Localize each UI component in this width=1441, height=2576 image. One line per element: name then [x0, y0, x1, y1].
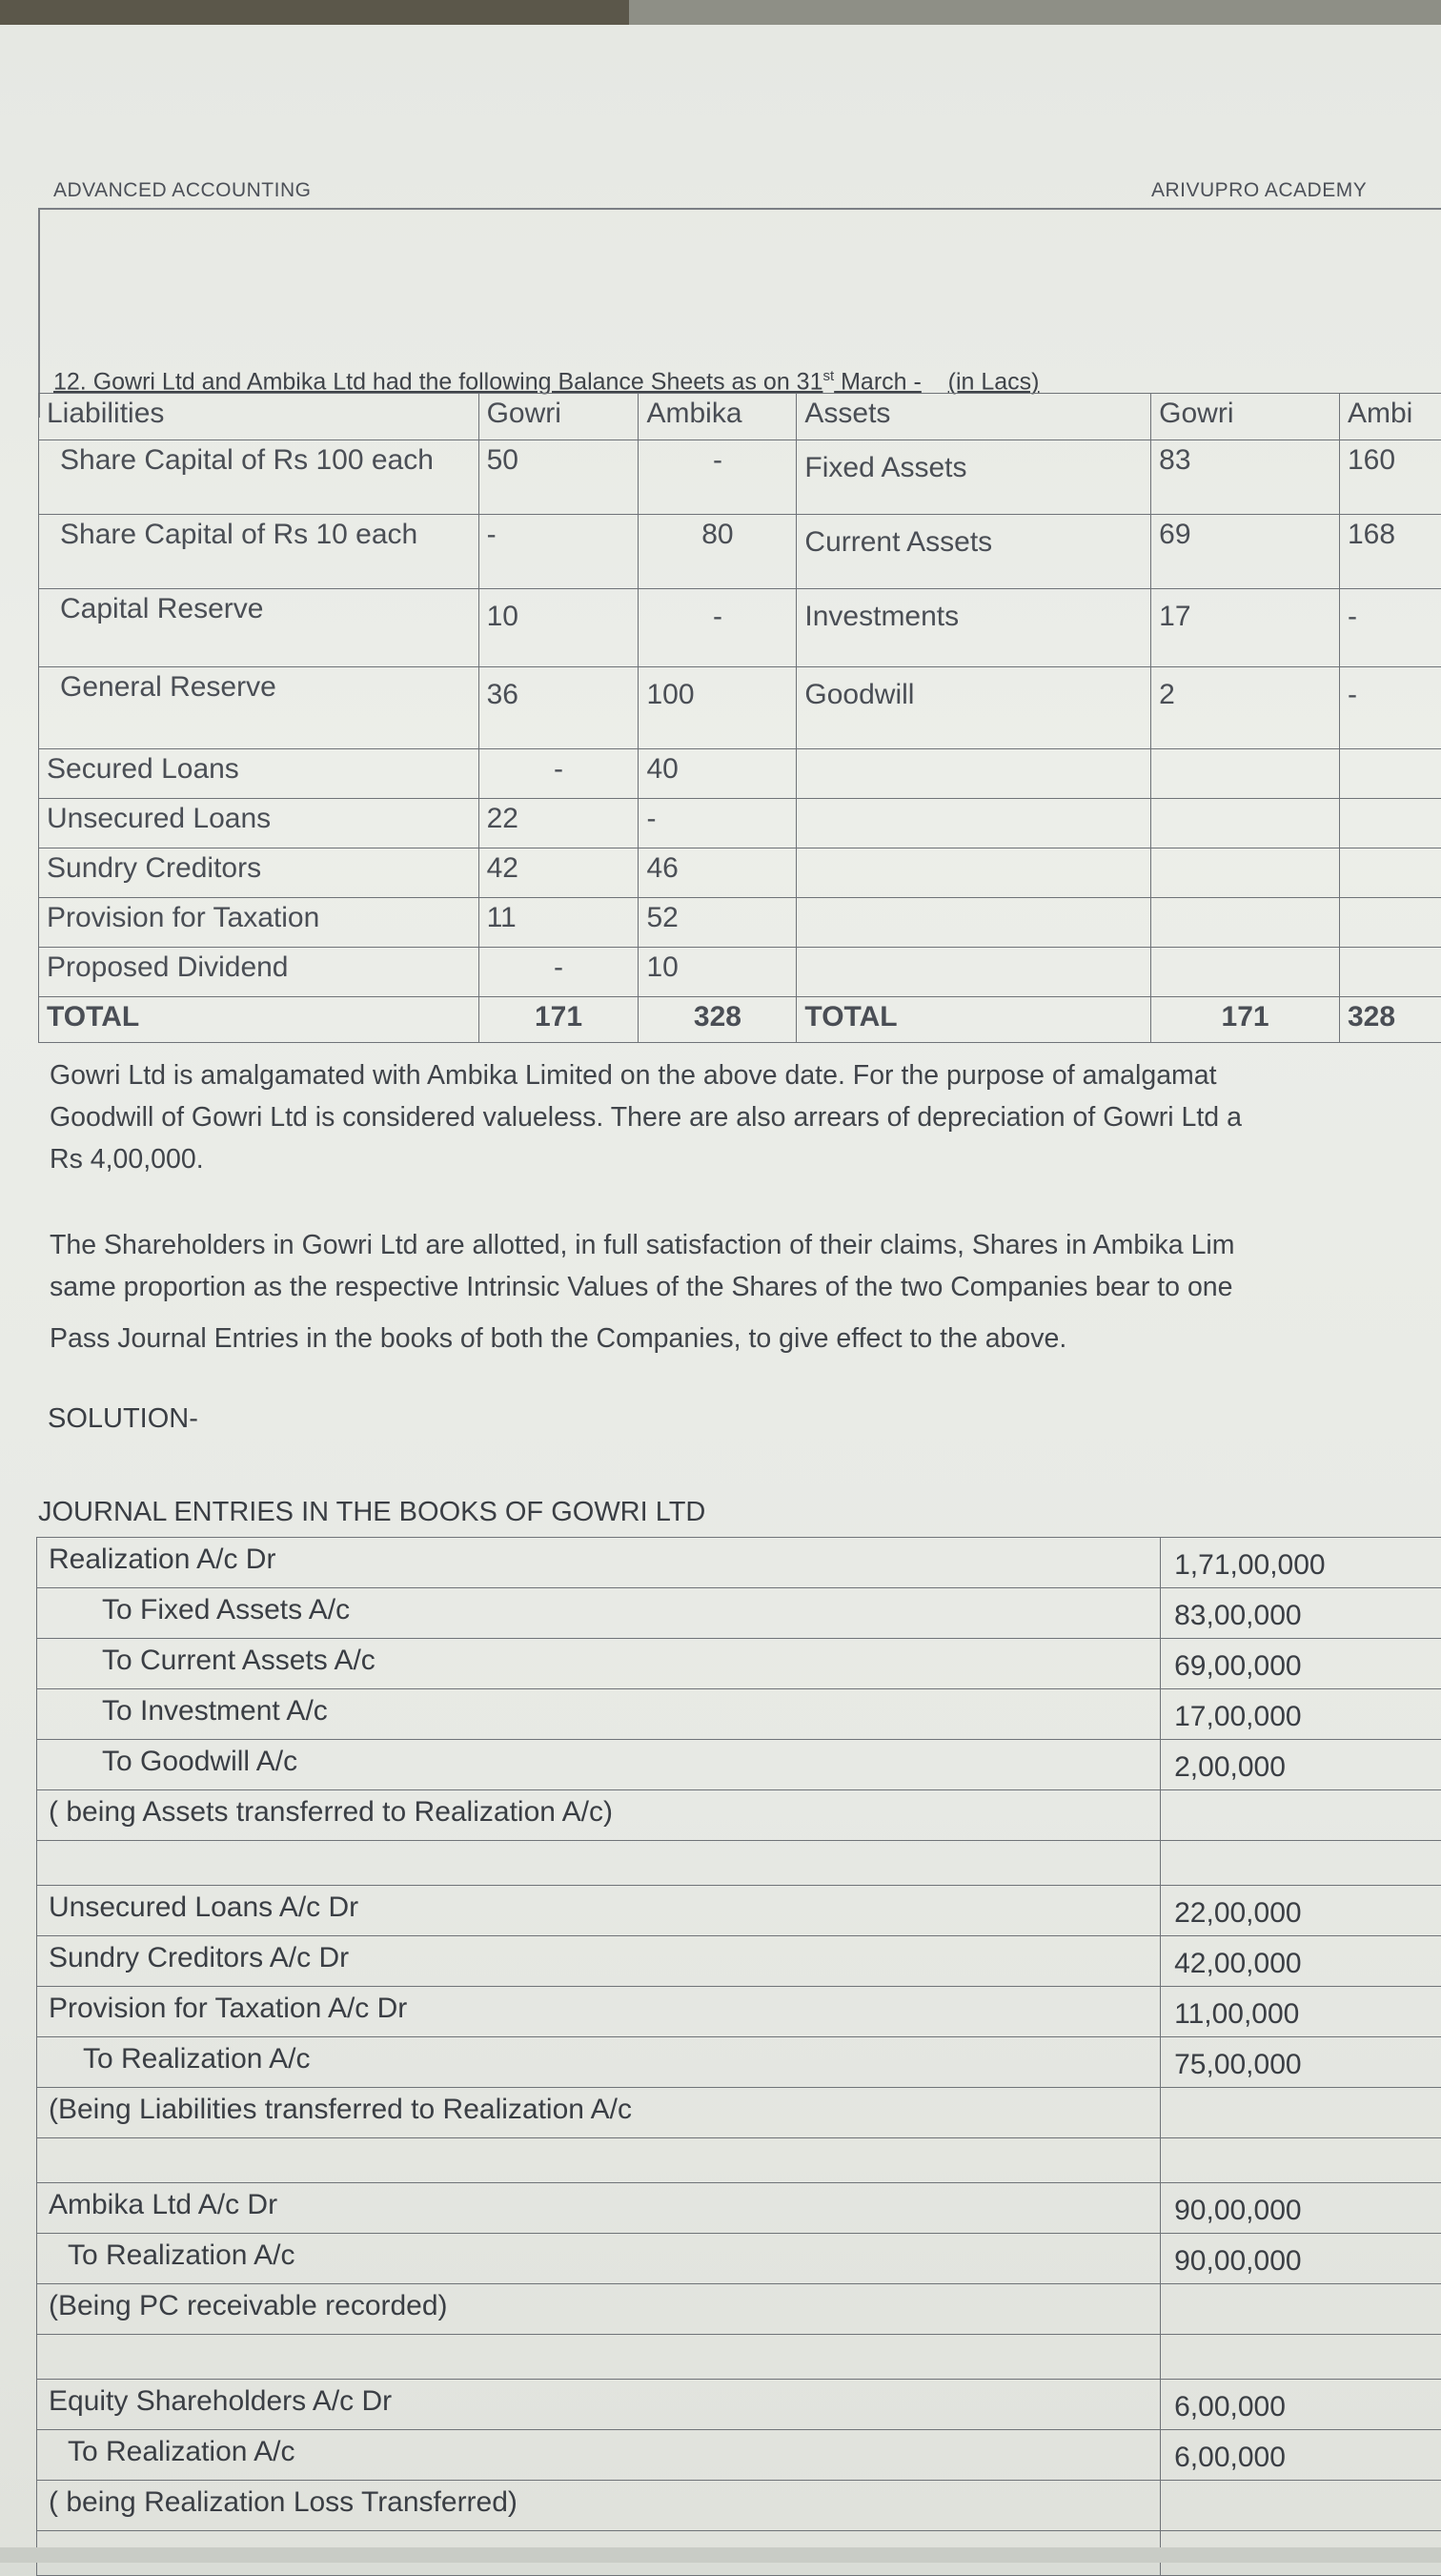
- journal-amount: 17,00,000: [1161, 1689, 1441, 1740]
- table-cell: -: [478, 749, 639, 799]
- journal-row: [37, 1936, 1441, 1987]
- table-cell: [1151, 898, 1340, 948]
- journal-row: [37, 1790, 1441, 1841]
- journal-particulars: Unsecured Loans A/c Dr: [37, 1886, 1161, 1936]
- table-total-row: [39, 997, 1441, 1043]
- journal-row: [37, 2088, 1441, 2138]
- solution-title: JOURNAL ENTRIES IN THE BOOKS OF GOWRI LTD: [38, 1497, 705, 1528]
- table-row: [39, 515, 1441, 589]
- journal-row: [37, 1639, 1441, 1689]
- table-cell: 22: [478, 799, 639, 848]
- table-cell: 11: [478, 898, 639, 948]
- question-text: 12. Gowri Ltd and Ambika Ltd had the following Balance Sheets as on 31: [53, 368, 822, 395]
- table-row: [39, 589, 1441, 667]
- table-cell: 69: [1151, 515, 1340, 589]
- col-header-gowri: Gowri: [478, 394, 639, 440]
- col-header-liabilities: Liabilities: [39, 394, 479, 440]
- journal-amount: 83,00,000: [1161, 1588, 1441, 1639]
- solution-label: SOLUTION-: [48, 1403, 198, 1435]
- table-cell: [1340, 799, 1441, 848]
- photo-top-edge-dark: [0, 0, 629, 25]
- journal-row: [37, 1886, 1441, 1936]
- journal-amount: 1,71,00,000: [1161, 1538, 1441, 1588]
- journal-particulars: To Investment A/c: [37, 1689, 1161, 1740]
- journal-amount: 69,00,000: [1161, 1639, 1441, 1689]
- paragraph-2: [50, 1224, 1235, 1308]
- journal-particulars: ( being Assets transferred to Realization A/c): [37, 1790, 1161, 1841]
- journal-amount: 22,00,000: [1161, 1886, 1441, 1936]
- page-bottom-edge: [0, 2547, 1441, 2563]
- journal-row: [37, 1538, 1441, 1588]
- journal-particulars: Provision for Taxation A/c Dr: [37, 1987, 1161, 2037]
- journal-particulars: Ambika Ltd A/c Dr: [37, 2183, 1161, 2234]
- table-cell: [1151, 749, 1340, 799]
- table-row: [39, 749, 1441, 799]
- total-ambika-assets: 328: [1340, 997, 1441, 1043]
- table-cell: Provision for Taxation: [39, 898, 479, 948]
- table-cell: [1340, 948, 1441, 997]
- journal-particulars: Realization A/c Dr: [37, 1538, 1161, 1588]
- table-cell: Current Assets: [797, 515, 1151, 589]
- journal-amount: 42,00,000: [1161, 1936, 1441, 1987]
- table-cell: [1151, 799, 1340, 848]
- table-cell: Share Capital of Rs 100 each: [39, 440, 479, 515]
- table-cell: [1151, 848, 1340, 898]
- table-row: [39, 848, 1441, 898]
- journal-particulars: Sundry Creditors A/c Dr: [37, 1936, 1161, 1987]
- table-cell: -: [478, 515, 639, 589]
- journal-blank-row: [37, 2138, 1441, 2183]
- table-cell: [797, 848, 1151, 898]
- journal-amount: 6,00,000: [1161, 2430, 1441, 2481]
- total-gowri: 171: [478, 997, 639, 1043]
- table-cell: 42: [478, 848, 639, 898]
- table-cell: [1340, 898, 1441, 948]
- journal-row: [37, 2037, 1441, 2088]
- table-cell: [797, 749, 1151, 799]
- paragraph-line: The Shareholders in Gowri Ltd are allotted, in full satisfaction of their claims, Shares in Ambika Lim: [50, 1224, 1235, 1266]
- paragraph-line: Goodwill of Gowri Ltd is considered valueless. There are also arrears of depreciation of Gowri Ltd a: [50, 1096, 1242, 1138]
- table-cell: -: [1340, 589, 1441, 667]
- table-cell: -: [639, 440, 797, 515]
- table-cell: 100: [639, 667, 797, 749]
- question-line: [53, 368, 1040, 396]
- journal-amount: 11,00,000: [1161, 1987, 1441, 2037]
- frame-left-rule: [38, 208, 40, 418]
- table-cell: 168: [1340, 515, 1441, 589]
- journal-amount: 90,00,000: [1161, 2234, 1441, 2284]
- journal-amount: [1161, 1841, 1441, 1886]
- journal-particulars: To Realization A/c: [37, 2037, 1161, 2088]
- paragraph-line: same proportion as the respective Intrinsic Values of the Shares of the two Companies bear to one: [50, 1266, 1235, 1308]
- table-row: [39, 799, 1441, 848]
- table-cell: Goodwill: [797, 667, 1151, 749]
- journal-particulars: [37, 1841, 1161, 1886]
- table-cell: Secured Loans: [39, 749, 479, 799]
- balance-sheet-table: [38, 393, 1441, 1043]
- table-cell: Share Capital of Rs 10 each: [39, 515, 479, 589]
- table-cell: Investments: [797, 589, 1151, 667]
- table-cell: 40: [639, 749, 797, 799]
- total-assets-label: TOTAL: [797, 997, 1151, 1043]
- table-cell: 17: [1151, 589, 1340, 667]
- table-cell: 83: [1151, 440, 1340, 515]
- header-left: ADVANCED ACCOUNTING: [53, 179, 311, 202]
- table-cell: -: [1340, 667, 1441, 749]
- total-gowri-assets: 171: [1151, 997, 1340, 1043]
- journal-amount: [1161, 1790, 1441, 1841]
- table-cell: General Reserve: [39, 667, 479, 749]
- paragraph-line: Rs 4,00,000.: [50, 1138, 1242, 1180]
- table-cell: Sundry Creditors: [39, 848, 479, 898]
- question-sup: st: [822, 368, 834, 384]
- journal-particulars: To Current Assets A/c: [37, 1639, 1161, 1689]
- col-header-ambika: Ambika: [639, 394, 797, 440]
- table-cell: 52: [639, 898, 797, 948]
- journal-table: [36, 1537, 1441, 2576]
- table-cell: 50: [478, 440, 639, 515]
- col-header-gowri-assets: Gowri: [1151, 394, 1340, 440]
- journal-amount: 6,00,000: [1161, 2380, 1441, 2430]
- table-cell: -: [639, 589, 797, 667]
- table-cell: 10: [639, 948, 797, 997]
- journal-amount: [1161, 2335, 1441, 2380]
- paragraph-3: [50, 1318, 1066, 1360]
- table-cell: 36: [478, 667, 639, 749]
- paragraph-line: Gowri Ltd is amalgamated with Ambika Limited on the above date. For the purpose of amalgamat: [50, 1054, 1242, 1096]
- table-row: [39, 898, 1441, 948]
- table-cell: 80: [639, 515, 797, 589]
- photo-top-edge: [0, 0, 1441, 25]
- journal-amount: [1161, 2481, 1441, 2531]
- table-cell: Unsecured Loans: [39, 799, 479, 848]
- journal-particulars: To Realization A/c: [37, 2430, 1161, 2481]
- journal-particulars: ( being Realization Loss Transferred): [37, 2481, 1161, 2531]
- journal-row: [37, 2380, 1441, 2430]
- journal-row: [37, 2234, 1441, 2284]
- paragraph-1: [50, 1054, 1242, 1180]
- journal-particulars: (Being Liabilities transferred to Realization A/c: [37, 2088, 1161, 2138]
- table-row: [39, 948, 1441, 997]
- table-cell: -: [478, 948, 639, 997]
- journal-particulars: Equity Shareholders A/c Dr: [37, 2380, 1161, 2430]
- header-rule: [38, 208, 1441, 210]
- table-cell: [1340, 749, 1441, 799]
- journal-blank-row: [37, 2335, 1441, 2380]
- balance-sheet-header-row: [39, 394, 1441, 440]
- total-ambika: 328: [639, 997, 797, 1043]
- journal-row: [37, 1987, 1441, 2037]
- journal-row: [37, 1588, 1441, 1639]
- question-suffix: March -: [834, 368, 922, 395]
- journal-row: [37, 1689, 1441, 1740]
- journal-particulars: [37, 2138, 1161, 2183]
- col-header-assets: Assets: [797, 394, 1151, 440]
- table-cell: [797, 898, 1151, 948]
- journal-row: [37, 2183, 1441, 2234]
- journal-amount: [1161, 2138, 1441, 2183]
- header-right: ARIVUPRO ACADEMY: [1151, 179, 1367, 202]
- table-row: [39, 440, 1441, 515]
- table-cell: Proposed Dividend: [39, 948, 479, 997]
- journal-particulars: (Being PC receivable recorded): [37, 2284, 1161, 2335]
- table-cell: Fixed Assets: [797, 440, 1151, 515]
- journal-blank-row: [37, 1841, 1441, 1886]
- journal-amount: 90,00,000: [1161, 2183, 1441, 2234]
- journal-amount: [1161, 2088, 1441, 2138]
- journal-amount: 2,00,000: [1161, 1740, 1441, 1790]
- journal-particulars: [37, 2335, 1161, 2380]
- journal-particulars: To Goodwill A/c: [37, 1740, 1161, 1790]
- journal-amount: 75,00,000: [1161, 2037, 1441, 2088]
- table-cell: -: [639, 799, 797, 848]
- table-cell: 46: [639, 848, 797, 898]
- table-cell: 2: [1151, 667, 1340, 749]
- journal-particulars: To Fixed Assets A/c: [37, 1588, 1161, 1639]
- paragraph-line: Pass Journal Entries in the books of both the Companies, to give effect to the above.: [50, 1318, 1066, 1360]
- table-row: [39, 667, 1441, 749]
- table-cell: Capital Reserve: [39, 589, 479, 667]
- table-cell: [1151, 948, 1340, 997]
- total-label: TOTAL: [39, 997, 479, 1043]
- table-cell: 10: [478, 589, 639, 667]
- journal-row: [37, 2481, 1441, 2531]
- question-unit: (in Lacs): [948, 368, 1040, 395]
- table-cell: [1340, 848, 1441, 898]
- journal-row: [37, 2430, 1441, 2481]
- col-header-ambika-assets: Ambi: [1340, 394, 1441, 440]
- journal-particulars: To Realization A/c: [37, 2234, 1161, 2284]
- journal-amount: [1161, 2284, 1441, 2335]
- table-cell: [797, 799, 1151, 848]
- table-cell: 160: [1340, 440, 1441, 515]
- table-cell: [797, 948, 1151, 997]
- journal-row: [37, 1740, 1441, 1790]
- journal-row: [37, 2284, 1441, 2335]
